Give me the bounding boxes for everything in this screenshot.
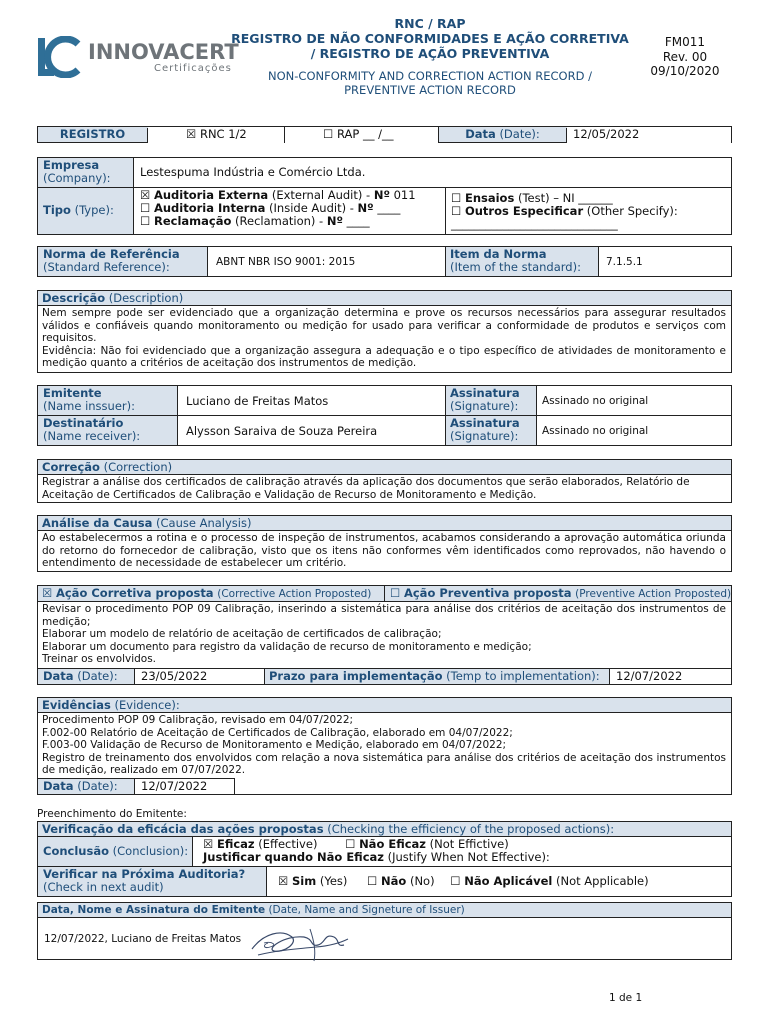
nao-aplicavel-option[interactable] [450, 874, 648, 888]
reclamation-num-label: Nº [326, 214, 343, 228]
evidencias-label-en: (Evidence): [114, 698, 180, 712]
justificar-en: (Justify When Not Effective): [383, 850, 550, 864]
subtitle-line1: NON-CONFORMITY AND CORRECTION ACTION RECORD / [268, 69, 592, 83]
external-audit-en: (External Audit) - [268, 188, 374, 202]
signature-label-2-pt: Assinatura [450, 416, 520, 430]
assinatura-label: Data, Nome e Assinatura do Emitente [42, 904, 266, 916]
checkbox-sim[interactable]: ☒ [278, 874, 289, 888]
date-label-en: (Date): [499, 128, 540, 141]
item-label [450, 248, 581, 274]
item-label-pt: Item da Norma [450, 247, 547, 261]
logo [36, 36, 239, 80]
proxima-auditoria-label-pt: Verificar na Próxima Auditoria? [43, 867, 246, 881]
registro-row [37, 126, 732, 143]
descricao-label-en: (Description) [108, 291, 184, 305]
date-label-pt: Data [465, 128, 496, 141]
other-label: Outros Especificar [464, 204, 584, 218]
title-line1: RNC / RAP [394, 16, 466, 31]
evidencias-label: Evidências [42, 698, 111, 712]
type-label-pt: Tipo [43, 203, 71, 217]
assinatura-value: 12/07/2022, Luciano de Freitas Matos [44, 933, 242, 945]
date-label [439, 128, 567, 143]
rnc-field[interactable]: ☒ RNC 1/2 [148, 127, 285, 143]
nao-eficaz-option[interactable] [345, 837, 509, 851]
rap-field[interactable]: ☐ RAP __ /__ [285, 127, 439, 143]
revision-date: 09/10/2020 [650, 64, 720, 78]
nao-eficaz-label: Não Eficaz [359, 837, 427, 851]
checkbox-preventive[interactable]: ☐ [390, 586, 401, 600]
checkbox-internal-audit[interactable]: ☐ [140, 201, 151, 215]
evidencias-title [38, 698, 731, 713]
preventive-label-en: (Preventive Action Proposted) [575, 588, 732, 600]
logo-mark-icon [36, 36, 82, 78]
assinatura-label-en: (Date, Name and Signeture of Issuer) [268, 904, 465, 916]
item-label-en: (Item of the standard): [450, 260, 581, 274]
correcao-title [38, 460, 731, 475]
correcao-label-en: (Correction) [103, 460, 173, 474]
company-label-en: (Company): [43, 171, 111, 185]
evidencias-line1: Procedimento POP 09 Calibração, revisado em 04/07/2022; [42, 714, 354, 726]
type-label [43, 204, 114, 217]
norma-value[interactable]: ABNT NBR ISO 9001: 2015 [216, 256, 356, 268]
handwritten-signature [244, 915, 354, 965]
acao-line2: Elaborar um modelo de relatório de aceitação de certificados de calibração; [42, 628, 442, 640]
verificacao-title-pt: Verificação da eficácia das ações propostas [42, 822, 324, 836]
correcao-block [37, 459, 732, 503]
nao-eficaz-en: (Not Effictive) [426, 837, 509, 851]
nao-aplicavel-en: (Not Applicable) [552, 874, 649, 888]
destinatario-label-pt: Destinatário [43, 416, 124, 430]
signature-label-1 [450, 387, 520, 413]
emitente-label-en: (Name inssuer): [43, 399, 135, 413]
title-line2: REGISTRO DE NÃO CONFORMIDADES E AÇÃO CORRETIVA [231, 31, 629, 46]
acao-date-label [43, 670, 118, 683]
subtitle-line2: PREVENTIVE ACTION RECORD [344, 83, 516, 97]
acao-line4: Treinar os envolvidos. [42, 653, 157, 665]
proxima-auditoria-label-en: (Check in next audit) [43, 880, 164, 894]
norma-label [43, 248, 180, 274]
descricao-p2: Evidência: Não foi evidenciado que a organização assegura a adequação e o tipo específico de atividades de monitoramento e medição quanto a critérios de aceitação dos instrumentos de medição. [42, 344, 726, 369]
nao-label: Não [381, 874, 407, 888]
eficaz-en: (Effective) [254, 837, 318, 851]
page-number: 1 de 1 [609, 992, 643, 1004]
registro-date[interactable]: 12/05/2022 [567, 127, 731, 143]
internal-audit-label: Auditoria Interna [153, 201, 266, 215]
corrective-action-option[interactable] [42, 587, 371, 601]
prazo-label-en: (Temp to implementation): [446, 669, 600, 683]
sim-label: Sim [291, 874, 317, 888]
proxima-auditoria-label [43, 868, 245, 894]
emitente-label [43, 387, 135, 413]
assinatura-title [38, 903, 731, 918]
company-block [37, 157, 732, 235]
acao-date-label-pt: Data [43, 669, 74, 683]
evidencias-line2: F.002-00 Relatório de Aceitação de Certificados de Calibração, elaborado em 04/07/2022; [42, 726, 513, 739]
evidencias-date-label-pt: Data [43, 779, 74, 793]
signature-value-2: Assinado no original [542, 425, 649, 437]
checkbox-nao[interactable]: ☐ [367, 874, 378, 888]
evidencias-block [37, 697, 732, 795]
evidencias-date[interactable]: 12/07/2022 [141, 779, 208, 793]
emitente-name[interactable]: Luciano de Freitas Matos [186, 394, 329, 408]
descricao-p1: Nem sempre pode ser evidenciado que a organização determina e prove os recursos necessários para assegurar resultados válidos e confiáveis quando monitoramento ou medição for usado para verificar a conformidade de produtos e serviços com requisitos. [42, 307, 726, 344]
eficaz-option[interactable] [203, 837, 317, 851]
analise-block [37, 515, 732, 572]
logo-brand: INNOVACERT [88, 40, 239, 64]
reclamation-label: Reclamação [153, 214, 232, 228]
company-label-pt: Empresa [43, 158, 100, 172]
verificacao-title [38, 822, 731, 837]
item-value[interactable]: 7.1.5.1 [606, 256, 643, 268]
internal-audit-num: ____ [373, 201, 401, 215]
registro-label: REGISTRO [38, 128, 148, 143]
reclamation-en: (Reclamation) - [231, 214, 327, 228]
verificacao-block [37, 821, 732, 897]
acao-date-label-en: (Date): [77, 669, 118, 683]
external-audit-label: Auditoria Externa [153, 188, 269, 202]
justificar-line [203, 851, 550, 864]
nao-option[interactable] [367, 874, 435, 888]
checkbox-test[interactable]: ☐ [451, 191, 462, 205]
other-specify-line[interactable]: _____________________________ [451, 217, 618, 231]
analise-title [38, 516, 731, 531]
internal-audit-en: (Inside Audit) - [265, 201, 358, 215]
test-label: Ensaios [464, 191, 515, 205]
signature-label-1-en: (Signature): [450, 399, 519, 413]
destinatario-label [43, 417, 140, 443]
corrective-label: Ação Corretiva proposta [55, 586, 214, 600]
evidencias-date-label [43, 780, 118, 793]
conclusao-label-en: (Conclusion): [112, 844, 189, 858]
type-option-reclamation[interactable] [140, 215, 416, 228]
emitente-label-pt: Emitente [43, 386, 102, 400]
checkbox-eficaz[interactable]: ☒ [203, 837, 214, 851]
acao-line3: Elaborar um documento para registro da validação de recurso de monitoramento e medição; [42, 640, 532, 653]
analise-label: Análise da Causa [42, 516, 153, 530]
evidencias-date-label-en: (Date): [77, 779, 118, 793]
type-label-en: (Type): [74, 203, 114, 217]
conclusao-label-pt: Conclusão [43, 844, 109, 858]
test-en: (Test) – NI ______ [514, 191, 613, 205]
norma-label-en: (Standard Reference): [43, 260, 170, 274]
norma-block [37, 246, 732, 277]
sim-option[interactable] [278, 874, 347, 888]
emitente-block [37, 385, 732, 446]
reclamation-num: ____ [342, 214, 370, 228]
checkbox-other[interactable]: ☐ [451, 204, 462, 218]
checkbox-nao-eficaz[interactable]: ☐ [345, 837, 356, 851]
nao-en: (No) [406, 874, 435, 888]
signature-label-2-en: (Signature): [450, 429, 519, 443]
company-label [43, 159, 111, 185]
revision: Rev. 00 [662, 49, 708, 64]
corrective-label-en: (Corrective Action Proposted) [217, 588, 372, 600]
title-line3: / REGISTRO DE AÇÃO PREVENTIVA [310, 46, 550, 61]
company-name[interactable]: Lestespuma Indústria e Comércio Ltda. [140, 165, 366, 179]
conclusao-label [43, 845, 188, 858]
correcao-text: Registrar a análise dos certificados de calibração através da aplicação dos documentos que serão elaborados, Relatório de Aceitação de Certificados de Calibração e Validação de Recurso de Monitoramento e Medição. [42, 476, 690, 501]
descricao-label: Descrição [42, 291, 106, 305]
preventive-action-option[interactable] [390, 587, 731, 601]
preventive-label: Ação Preventiva proposta [403, 586, 572, 600]
checkbox-corrective[interactable]: ☒ [42, 586, 53, 600]
external-audit-num: 011 [389, 188, 416, 202]
destinatario-name[interactable]: Alysson Saraiva de Souza Pereira [186, 424, 378, 438]
norma-label-pt: Norma de Referência [43, 247, 180, 261]
prazo-label-pt: Prazo para implementação [269, 669, 443, 683]
sim-en: (Yes) [316, 874, 348, 888]
prazo-label [269, 670, 600, 683]
signature-label-2 [450, 417, 520, 443]
signature-label-1-pt: Assinatura [450, 386, 520, 400]
other-en: (Other Specify): [583, 204, 678, 218]
preenchimento-label: Preenchimento do Emitente: [37, 808, 187, 820]
justificar-label: Justificar quando Não Eficaz [203, 850, 384, 864]
checkbox-reclamation[interactable]: ☐ [140, 214, 151, 228]
destinatario-label-en: (Name receiver): [43, 429, 141, 443]
evidencias-line4: Registro de treinamento dos envolvidos com relação a nova sistemática para análise dos critérios de aceitação dos instrumentos de medição, realizado em 07/07/2022. [42, 751, 726, 776]
analise-text: Ao estabelecermos a rotina e o processo de inspeção de instrumentos, acabamos considerando a aprovação automática oriunda do retorno do fornecedor de calibração, visto que os itens não conformes vêm identificados como reprovados, não havendo o entendimento de necessidade de estabelecer um critério. [42, 532, 726, 569]
evidencias-line3: F.003-00 Validação de Recurso de Monitoramento e Medição, elaborado em 04/07/2022; [42, 739, 507, 751]
prazo-date[interactable]: 12/07/2022 [616, 669, 683, 683]
signature-value-1: Assinado no original [542, 395, 649, 407]
logo-sub: Certificações [154, 63, 232, 74]
checkbox-nao-aplicavel[interactable]: ☐ [450, 874, 461, 888]
nao-aplicavel-label: Não Aplicável [464, 874, 553, 888]
form-code: FM011 [664, 35, 706, 49]
analise-label-en: (Cause Analysis) [156, 516, 252, 530]
acao-date[interactable]: 23/05/2022 [141, 669, 208, 683]
acao-line1: Revisar o procedimento POP 09 Calibração, inserindo a sistemática para análise dos critérios de aceitação dos instrumentos de medição; [42, 603, 726, 628]
correcao-label: Correção [42, 460, 100, 474]
checkbox-external-audit[interactable]: ☒ [140, 188, 151, 202]
descricao-block [37, 290, 732, 373]
verificacao-title-en: (Checking the efficiency of the proposed actions): [327, 822, 615, 836]
eficaz-label: Eficaz [216, 837, 255, 851]
descricao-title [38, 291, 731, 306]
acao-block [37, 585, 732, 685]
external-audit-num-label: Nº [373, 188, 390, 202]
internal-audit-num-label: Nº [357, 201, 374, 215]
assinatura-block [37, 902, 732, 960]
